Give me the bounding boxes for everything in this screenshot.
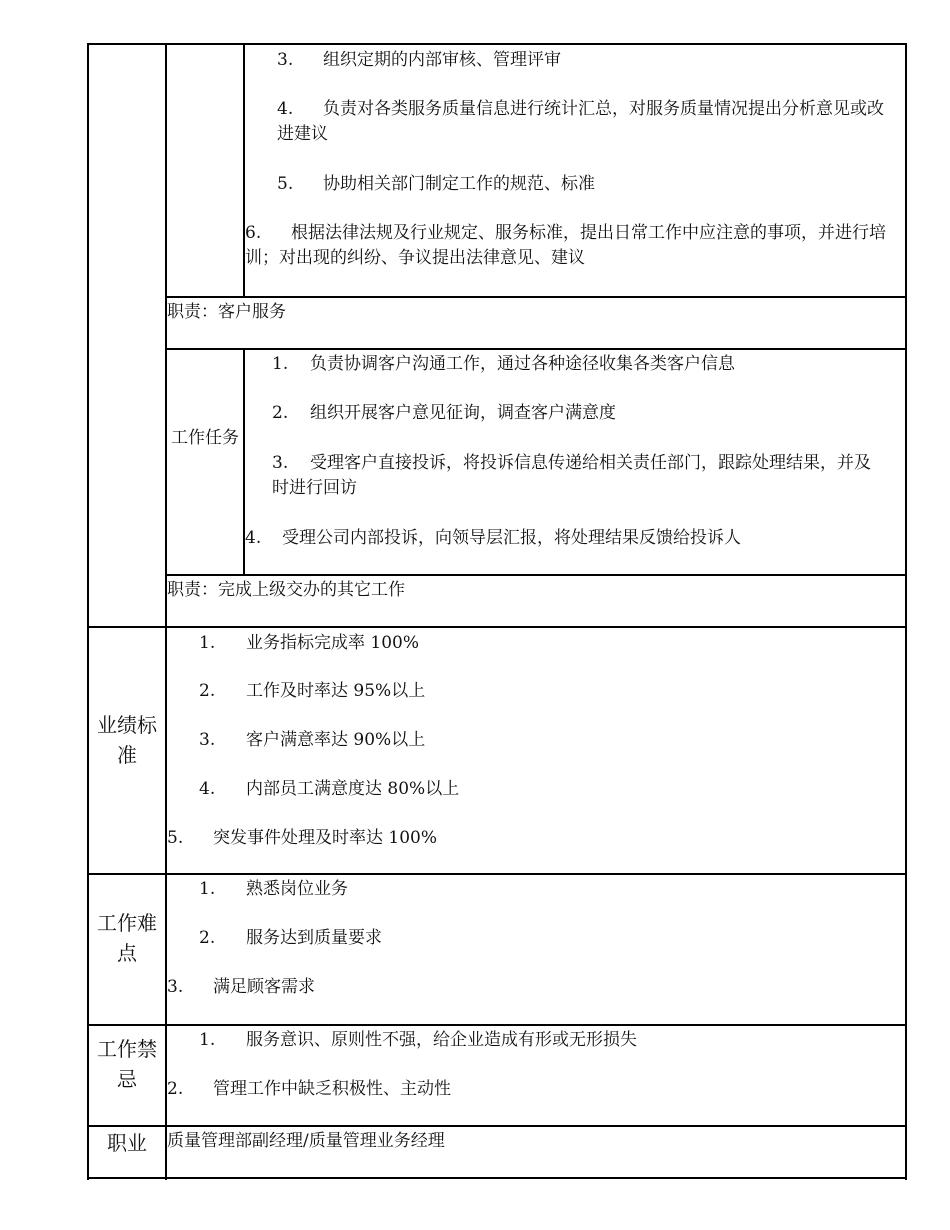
table-border-left: [87, 43, 89, 1180]
list-item-text: 业务指标完成率 100%: [246, 633, 420, 653]
list-item-number: 2.: [199, 681, 216, 701]
list-item-text: 组织定期的内部审核、管理评审: [323, 50, 561, 70]
duty-other-work: 职责：完成上级交办的其它工作: [167, 580, 405, 600]
list-item-number: 1.: [199, 633, 216, 653]
list-item-text: 管理工作中缺乏积极性、主动性: [213, 1079, 451, 1099]
list-item-number: 4.: [277, 99, 294, 119]
list-item-number: 1.: [272, 354, 289, 374]
list-item-text: 工作及时率达 95%以上: [246, 681, 426, 701]
list-item-number: 2.: [199, 928, 216, 948]
list-item-number: 1.: [199, 1030, 216, 1050]
table-border-top: [87, 43, 907, 45]
row-divider: [87, 626, 907, 628]
list-item-number: 5.: [167, 828, 184, 848]
work-task-label: 工作任务: [171, 428, 239, 448]
career-path-text: 质量管理部副经理/质量管理业务经理: [167, 1131, 445, 1151]
list-item-number: 6.: [245, 223, 262, 243]
list-item-number: 3.: [167, 977, 184, 997]
list-item-number: 3.: [277, 50, 294, 70]
list-item-text: 根据法律法规及行业规定、服务标准，提出日常工作中应注意的事项，并进行培训；对出现的纠纷、争议提出法律意见、建议: [245, 223, 886, 268]
list-item-text: 内部员工满意度达 80%以上: [246, 779, 460, 799]
list-item-number: 2.: [167, 1079, 184, 1099]
list-item-text: 受理公司内部投诉，向领导层汇报，将处理结果反馈给投诉人: [282, 528, 741, 548]
row-divider: [165, 574, 907, 576]
table-border-right: [905, 43, 907, 1180]
work-difficulty-label: 工作难点: [97, 911, 157, 965]
list-item-text: 客户满意率达 90%以上: [246, 730, 426, 750]
list-item-number: 4.: [245, 528, 262, 548]
row-divider: [87, 1125, 907, 1127]
list-item-number: 1.: [199, 879, 216, 899]
list-item-text: 突发事件处理及时率达 100%: [213, 828, 438, 848]
career-label: 职业: [107, 1131, 147, 1155]
row-divider: [87, 873, 907, 875]
list-item-number: 3.: [199, 730, 216, 750]
duty-customer-service: 职责：客户服务: [167, 302, 286, 322]
row-divider: [165, 296, 907, 298]
list-item-text: 熟悉岗位业务: [246, 879, 348, 899]
work-taboo-label: 工作禁忌: [97, 1037, 157, 1091]
list-item-text: 协助相关部门制定工作的规范、标准: [323, 174, 595, 194]
list-item-number: 3.: [272, 453, 289, 473]
list-item-number: 4.: [199, 779, 216, 799]
list-item-text: 负责对各类服务质量信息进行统计汇总，对服务质量情况提出分析意见或改进建议: [277, 99, 884, 144]
row-divider: [165, 348, 907, 350]
list-item-text: 负责协调客户沟通工作，通过各种途径收集各类客户信息: [310, 354, 735, 374]
list-item-text: 服务达到质量要求: [246, 928, 382, 948]
list-item-text: 满足顾客需求: [213, 977, 315, 997]
performance-standard-label: 业绩标准: [97, 713, 157, 767]
column-divider-label: [165, 43, 167, 1180]
list-item-number: 2.: [272, 403, 289, 423]
list-item-text: 组织开展客户意见征询，调查客户满意度: [310, 403, 616, 423]
list-item-text: 服务意识、原则性不强，给企业造成有形或无形损失: [246, 1030, 637, 1050]
list-item-text: 受理客户直接投诉，将投诉信息传递给相关责任部门，跟踪处理结果，并及时进行回访: [272, 453, 871, 498]
table-border-bottom: [87, 1177, 907, 1179]
row-divider: [87, 1024, 907, 1026]
list-item-number: 5.: [277, 174, 294, 194]
